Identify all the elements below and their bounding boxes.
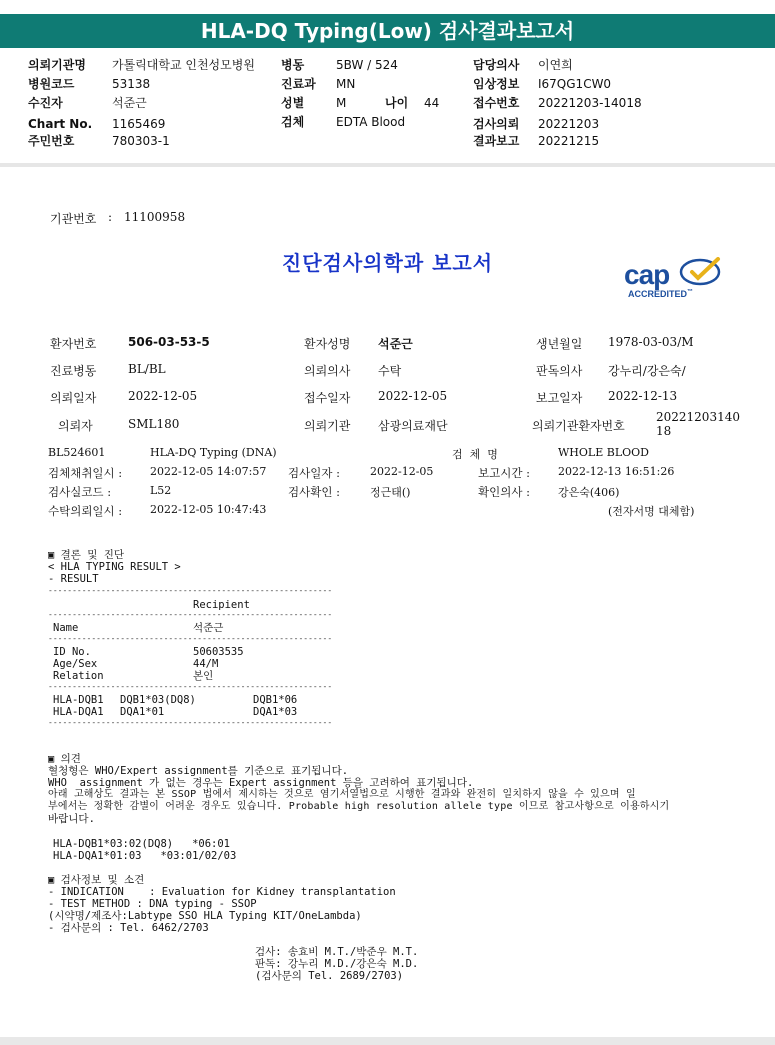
hdr-value: 1165469 [112, 117, 166, 131]
pi-label: 의뢰의사 [304, 364, 351, 378]
pi-label: 환자번호 [50, 337, 97, 351]
hires-line: HLA-DQA1*01:03 *03:01/02/03 [53, 850, 237, 862]
info-line: - INDICATION : Evaluation for Kidney transplantation [48, 886, 396, 898]
received-label: 수탁의뢰일시 : [48, 504, 123, 518]
hdr-label: 임상정보 [473, 77, 520, 91]
name-value: 석준근 [193, 622, 224, 634]
hdr-value: I67QG1CW0 [538, 77, 612, 91]
cap-logo-word: cap [624, 259, 670, 290]
opinion-title: ▣ 의견 [48, 753, 81, 765]
opinion-line: 혈청형은 WHO/Expert assignment를 기준으로 표기됩니다. [48, 765, 349, 777]
id-label: ID No. [53, 646, 91, 658]
hdr-value: 석준근 [112, 96, 147, 110]
pi-label: 의뢰자 [58, 419, 93, 433]
signature-line: 판독: 강누리 M.D./강은숙 M.D. [255, 958, 419, 970]
hdr-label: 결과보고 [473, 134, 520, 148]
hdr-label: 검사의뢰 [473, 117, 520, 131]
esign-note: (전자서명 대체함) [608, 505, 695, 518]
hdr-value: MN [336, 77, 356, 91]
pi-value: 2022120314018 [656, 410, 740, 438]
header-divider [0, 163, 775, 167]
reporttime-label: 보고시간 : [478, 466, 530, 480]
hdr-value: 이연희 [538, 58, 573, 72]
name-label: Name [53, 622, 79, 634]
opinion-line: 바랍니다. [48, 813, 95, 825]
hdr-label: 나이 [385, 96, 409, 110]
collect-time: 2022-12-05 14:07:57 [150, 465, 267, 478]
confirm-label: 검사확인 : [288, 485, 340, 499]
pi-label: 접수일자 [304, 391, 351, 405]
pi-label: 진료병동 [50, 364, 97, 378]
pi-value: 수탁 [378, 364, 402, 378]
pi-value: SML180 [128, 417, 180, 431]
pi-value: 삼광의료재단 [378, 419, 448, 433]
collect-label: 검체채취일시 : [48, 466, 123, 480]
rule: ----------------------------------------------------------- [48, 586, 333, 595]
dqa1-allele-2: DQA1*03 [253, 706, 298, 718]
result-sub: - RESULT [48, 573, 99, 585]
hdr-label: 담당의사 [473, 58, 520, 72]
hdr-label: 성별 [281, 96, 305, 110]
dqa1-label: HLA-DQA1 [53, 706, 104, 718]
cap-logo-mark: ™ [687, 289, 694, 295]
hdr-label: 접수번호 [473, 96, 520, 110]
info-title: ▣ 검사정보 및 소견 [48, 874, 145, 886]
id-value: 50603535 [193, 646, 244, 658]
report-heading: 진단검사의학과 보고서 [281, 251, 494, 275]
reporttime: 2022-12-13 16:51:26 [558, 465, 675, 478]
hdr-label: 병원코드 [28, 77, 75, 91]
hdr-value: 780303-1 [112, 134, 170, 148]
confirmdoc: 강은숙(406) [558, 486, 620, 499]
report-title: HLA-DQ Typing(Low) 검사결과보고서 [0, 14, 775, 48]
agesex-label: Age/Sex [53, 658, 98, 670]
signature-line: 검사: 송효비 M.T./박준우 M.T. [255, 946, 419, 958]
relation-label: Relation [53, 670, 104, 682]
pi-value: BL/BL [128, 362, 166, 376]
relation-value: 본인 [193, 670, 214, 682]
testdate: 2022-12-05 [370, 465, 434, 478]
hdr-value: 20221203-14018 [538, 96, 642, 110]
info-line: - TEST METHOD : DNA typing - SSOP [48, 898, 257, 910]
info-line: - 검사문의 : Tel. 6462/2703 [48, 922, 209, 934]
dqa1-allele-1: DQA1*01 [120, 706, 165, 718]
hdr-value: 20221203 [538, 117, 600, 131]
received: 2022-12-05 10:47:43 [150, 503, 267, 516]
pi-label: 의뢰기관 [304, 419, 351, 433]
pi-value: 1978-03-03/M [608, 335, 694, 349]
result-heading: < HLA TYPING RESULT > [48, 561, 181, 573]
test-name: HLA-DQ Typing (DNA) [150, 446, 277, 459]
pi-value: 강누리/강은숙/ [608, 364, 686, 378]
checkmark-icon [678, 257, 722, 287]
confirmdoc-label: 확인의사 : [478, 485, 530, 499]
hdr-value: 20221215 [538, 134, 600, 148]
hdr-value: 가톨릭대학교 인천성모병원 [112, 58, 255, 72]
pi-label: 판독의사 [536, 364, 583, 378]
pi-value: 석준근 [378, 337, 413, 351]
pi-value: 2022-12-05 [128, 389, 198, 403]
roomcode: L52 [150, 484, 172, 497]
pi-label: 보고일자 [536, 391, 583, 405]
result-section-title: ▣ 결론 및 진단 [48, 549, 125, 561]
agesex-value: 44/M [193, 658, 219, 670]
dqb1-label: HLA-DQB1 [53, 694, 104, 706]
hires-line: HLA-DQB1*03:02(DQ8) *06:01 [53, 838, 231, 850]
cap-accredited-logo [620, 255, 730, 303]
hdr-value: 5BW / 524 [336, 58, 398, 72]
confirm: 정근태() [370, 486, 411, 499]
pi-value: 506-03-53-5 [128, 335, 210, 349]
dqb1-allele-1: DQB1*03(DQ8) [120, 694, 196, 706]
specimen: WHOLE BLOOD [558, 446, 649, 459]
pi-label: 의뢰일자 [50, 391, 97, 405]
rule: ----------------------------------------------------------- [48, 610, 333, 619]
opinion-line: 아래 고해상도 결과는 본 SSOP 법에서 제시하는 것으로 염기서열법으로 시행한 결과와 완전히 일치하지 않을 수 있으며 일 [48, 789, 636, 800]
opinion-line: WHO assignment 가 없는 경우는 Expert assignment 등을 고려하여 표기됩니다. [48, 777, 474, 789]
rule: ----------------------------------------------------------- [48, 718, 333, 727]
pi-label: 생년월일 [536, 337, 583, 351]
pi-value: 2022-12-05 [378, 389, 448, 403]
roomcode-label: 검사실코드 : [48, 485, 112, 499]
hdr-value: 44 [424, 96, 440, 110]
signature-line: (검사문의 Tel. 2689/2703) [255, 970, 404, 982]
specimen-label: 검 체 명 [452, 448, 498, 461]
pi-value: 2022-12-13 [608, 389, 678, 403]
testdate-label: 검사일자 : [288, 466, 340, 480]
info-line: (시약명/제조사:Labtype SSO HLA Typing KIT/OneLambda) [48, 910, 362, 922]
hdr-label: Chart No. [28, 117, 93, 131]
test-code: BL524601 [48, 446, 106, 459]
pi-label: 환자성명 [304, 337, 351, 351]
opinion-line: 부에서는 정확한 감별이 어려운 경우도 있습니다. Probable high resolution allele type 이므로 참고사항으로 이용하시기 [48, 801, 670, 812]
rule: ----------------------------------------------------------- [48, 634, 333, 643]
institution-no: 11100958 [124, 210, 186, 224]
hdr-label: 병동 [281, 58, 305, 72]
pi-label: 의뢰기관환자번호 [532, 419, 625, 433]
hdr-value: M [336, 96, 347, 110]
hdr-label: 검체 [281, 115, 305, 129]
page-bottom-bar [0, 1037, 775, 1045]
institution-no-label: 기관번호 [50, 212, 97, 226]
hdr-value: 53138 [112, 77, 151, 91]
cap-logo-sub: ACCREDITED [628, 289, 688, 299]
hdr-value: EDTA Blood [336, 115, 406, 129]
recipient-header: Recipient [193, 599, 250, 611]
dqb1-allele-2: DQB1*06 [253, 694, 298, 706]
hdr-label: 수진자 [28, 96, 63, 110]
hdr-label: 진료과 [281, 77, 316, 91]
hdr-label: 주민번호 [28, 134, 75, 148]
hdr-label: 의뢰기관명 [28, 58, 86, 72]
rule: ----------------------------------------------------------- [48, 682, 333, 691]
